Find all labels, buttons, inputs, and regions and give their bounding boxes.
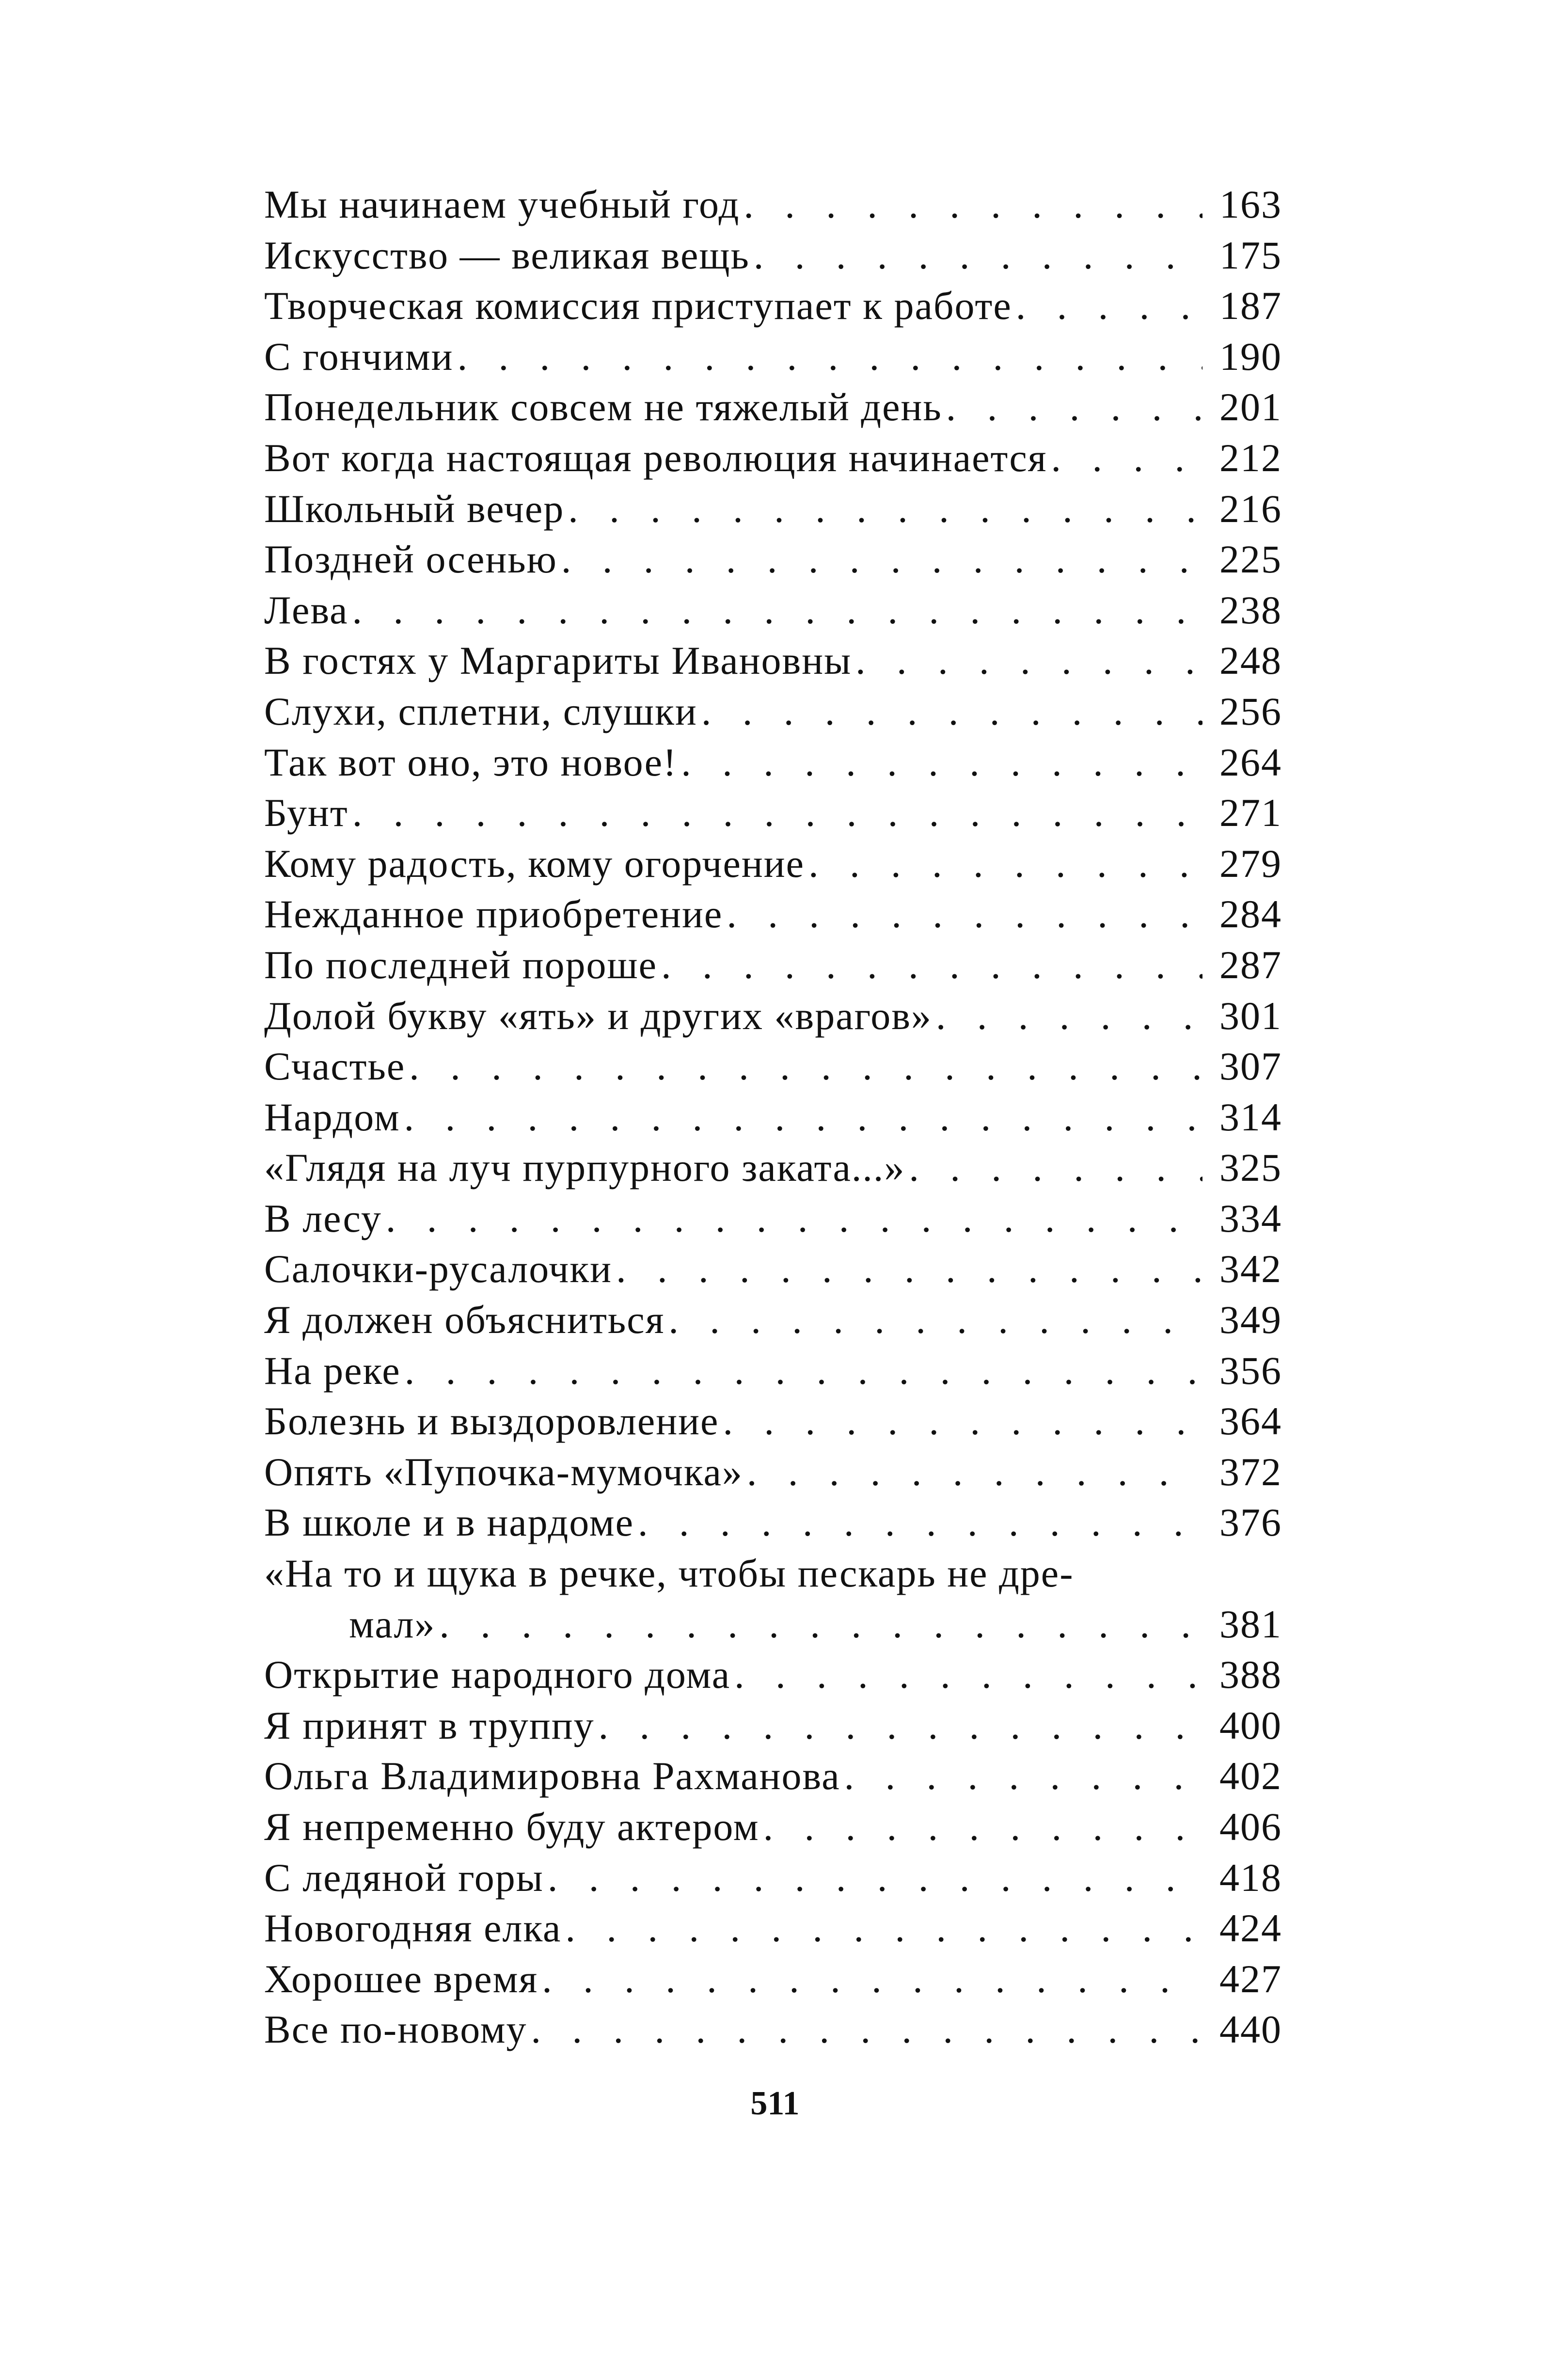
toc-entry-page: 279 (1219, 841, 1282, 886)
toc-entry-title: Долой букву «ять» и других «врагов» (264, 993, 932, 1038)
toc-entry (264, 686, 1282, 737)
toc-entry-title: Открытие народного дома (264, 1652, 731, 1697)
toc-entry (264, 1700, 1282, 1751)
toc-entry-page: 284 (1219, 892, 1282, 936)
toc-entry (264, 1346, 1282, 1396)
dot-leader (701, 686, 1202, 737)
toc-entry (264, 1903, 1282, 1954)
toc-entry (264, 1244, 1282, 1295)
toc-entry-title: Я непременно буду актером (264, 1805, 759, 1849)
toc-entry-title: «На то и щука в речке, чтобы пескарь не дре- (264, 1551, 1074, 1596)
toc-entry-title: С гончими (264, 334, 454, 379)
toc-entry-page: 418 (1219, 1855, 1282, 1900)
toc-entry-title: Опять «Пупочка-мумочка» (264, 1449, 743, 1494)
toc-entry-page: 248 (1219, 638, 1282, 683)
dot-leader (405, 1346, 1202, 1396)
toc-entry-page: 163 (1219, 182, 1282, 226)
toc-entry-title: Лева (264, 587, 348, 632)
table-of-contents (264, 179, 1282, 2055)
toc-entry (264, 1954, 1282, 2005)
toc-entry (264, 433, 1282, 484)
dot-leader (1051, 433, 1203, 484)
toc-entry (264, 1751, 1282, 1802)
toc-entry-page: 175 (1219, 233, 1282, 277)
toc-entry-wrapped-line2 (264, 1599, 1282, 1650)
toc-entry-page: 364 (1219, 1399, 1282, 1444)
toc-entry-page: 307 (1219, 1044, 1282, 1089)
toc-entry-page: 256 (1219, 689, 1282, 733)
dot-leader (844, 1751, 1202, 1802)
toc-entry (264, 1092, 1282, 1143)
dot-leader (855, 635, 1202, 686)
toc-entry-page: 334 (1219, 1196, 1282, 1240)
toc-entry (264, 382, 1282, 433)
toc-entry-title: Кому радость, кому огорчение (264, 841, 805, 886)
toc-entry-page: 212 (1219, 435, 1282, 480)
toc-entry (264, 1041, 1282, 1092)
toc-entry-title: На реке (264, 1348, 401, 1393)
dot-leader (352, 585, 1202, 636)
toc-entry (264, 940, 1282, 991)
toc-entry (264, 534, 1282, 585)
toc-entry-title: По последней пороше (264, 942, 658, 987)
toc-entry-title: Салочки-русалочки (264, 1247, 613, 1291)
dot-leader (352, 788, 1202, 839)
dot-leader (638, 1497, 1202, 1548)
toc-entry-page: 225 (1219, 537, 1282, 582)
toc-entry-title-continued: мал» (349, 1602, 436, 1646)
dot-leader (386, 1193, 1202, 1244)
toc-entry-page: 264 (1219, 740, 1282, 784)
page-number: 511 (750, 2085, 800, 2122)
toc-entry-title: Я должен объясниться (264, 1298, 665, 1342)
dot-leader (723, 1396, 1202, 1447)
toc-entry-page: 427 (1219, 1956, 1282, 2001)
toc-entry-title: Понедельник совсем не тяжелый день (264, 385, 942, 429)
toc-entry (264, 1142, 1282, 1193)
dot-leader (661, 940, 1202, 991)
toc-entry-title: Счастье (264, 1044, 406, 1089)
toc-entry-page: 402 (1219, 1754, 1282, 1798)
toc-entry-title: Болезнь и выздоровление (264, 1399, 719, 1444)
toc-entry (264, 1447, 1282, 1498)
toc-entry (264, 1853, 1282, 1904)
dot-leader (458, 332, 1202, 382)
toc-entry-title: В лесу (264, 1196, 382, 1240)
dot-leader (763, 1802, 1202, 1853)
dot-leader (542, 1954, 1202, 2005)
toc-entry-page: 388 (1219, 1652, 1282, 1697)
toc-entry (264, 484, 1282, 535)
toc-entry (264, 991, 1282, 1042)
dot-leader (565, 1903, 1202, 1954)
toc-entry (264, 179, 1282, 230)
toc-entry (264, 1802, 1282, 1853)
toc-entry-title: Хорошее время (264, 1956, 538, 2001)
dot-leader (409, 1041, 1202, 1092)
toc-entry (264, 839, 1282, 889)
dot-leader (681, 737, 1202, 788)
dot-leader (548, 1853, 1202, 1904)
toc-entry-page: 187 (1219, 284, 1282, 328)
dot-leader (561, 534, 1202, 585)
toc-entry-title: В школе и в нардоме (264, 1500, 634, 1545)
toc-entry-page: 314 (1219, 1095, 1282, 1139)
toc-entry-page: 216 (1219, 486, 1282, 531)
dot-leader (531, 2004, 1202, 2055)
dot-leader (734, 1650, 1202, 1700)
toc-entry (264, 1396, 1282, 1447)
toc-entry-title: Я принят в труппу (264, 1703, 595, 1747)
toc-entry-title: Ольга Владимировна Рахманова (264, 1754, 840, 1798)
toc-entry-title: Новогодняя елка (264, 1906, 562, 1951)
toc-entry (264, 1497, 1282, 1548)
toc-entry-page: 440 (1219, 2007, 1282, 2052)
toc-entry-wrapped-line1 (264, 1548, 1282, 1599)
toc-entry-title: Искусство — великая вещь (264, 233, 750, 277)
dot-leader (668, 1295, 1202, 1346)
toc-entry-page: 424 (1219, 1906, 1282, 1951)
toc-entry-page: 376 (1219, 1500, 1282, 1545)
toc-entry (264, 585, 1282, 636)
toc-entry (264, 635, 1282, 686)
toc-entry-title: Творческая комиссия приступает к работе (264, 284, 1012, 328)
dot-leader (808, 839, 1202, 889)
toc-entry (264, 788, 1282, 839)
toc-entry-page: 190 (1219, 334, 1282, 379)
toc-entry (264, 1295, 1282, 1346)
toc-entry-title: Мы начинаем учебный год (264, 182, 740, 226)
toc-entry-page: 372 (1219, 1449, 1282, 1494)
toc-entry-title: Все по-новому (264, 2007, 527, 2052)
dot-leader (743, 179, 1202, 230)
dot-leader (616, 1244, 1202, 1295)
toc-entry-page: 201 (1219, 385, 1282, 429)
toc-entry-page: 342 (1219, 1247, 1282, 1291)
dot-leader (599, 1700, 1202, 1751)
dot-leader (727, 889, 1202, 940)
toc-entry-title: Поздней осенью (264, 537, 557, 582)
toc-entry-title: Бунт (264, 791, 348, 835)
dot-leader (568, 484, 1202, 535)
dot-leader (747, 1447, 1202, 1498)
toc-entry-title: В гостях у Маргариты Ивановны (264, 638, 852, 683)
toc-entry-page: 301 (1219, 993, 1282, 1038)
toc-entry-page: 381 (1219, 1602, 1282, 1646)
toc-entry-page: 400 (1219, 1703, 1282, 1747)
toc-entry (264, 230, 1282, 281)
toc-entry-page: 287 (1219, 942, 1282, 987)
toc-entry-title: Вот когда настоящая революция начинается (264, 435, 1047, 480)
dot-leader (909, 1142, 1202, 1193)
toc-entry (264, 1650, 1282, 1700)
dot-leader (1016, 281, 1202, 332)
toc-entry (264, 737, 1282, 788)
dot-leader (754, 230, 1202, 281)
toc-entry (264, 281, 1282, 332)
toc-entry-title: Нежданное приобретение (264, 892, 723, 936)
dot-leader (439, 1599, 1202, 1650)
toc-entry-page: 406 (1219, 1805, 1282, 1849)
toc-entry-page: 271 (1219, 791, 1282, 835)
dot-leader (946, 382, 1202, 433)
toc-entry (264, 1193, 1282, 1244)
toc-entry (264, 2004, 1282, 2055)
toc-entry-title: Так вот оно, это новое! (264, 740, 678, 784)
toc-entry (264, 889, 1282, 940)
toc-entry-title: Нардом (264, 1095, 400, 1139)
toc-entry (264, 332, 1282, 382)
toc-entry-title: Школьный вечер (264, 486, 565, 531)
toc-entry-page: 238 (1219, 587, 1282, 632)
dot-leader (936, 991, 1202, 1042)
toc-entry-page: 349 (1219, 1298, 1282, 1342)
dot-leader (404, 1092, 1202, 1143)
toc-entry-page: 356 (1219, 1348, 1282, 1393)
toc-entry-page: 325 (1219, 1145, 1282, 1190)
toc-entry-title: Слухи, сплетни, слушки (264, 689, 697, 733)
toc-entry-title: «Глядя на луч пурпурного заката...» (264, 1145, 905, 1190)
toc-entry-title: С ледяной горы (264, 1855, 544, 1900)
